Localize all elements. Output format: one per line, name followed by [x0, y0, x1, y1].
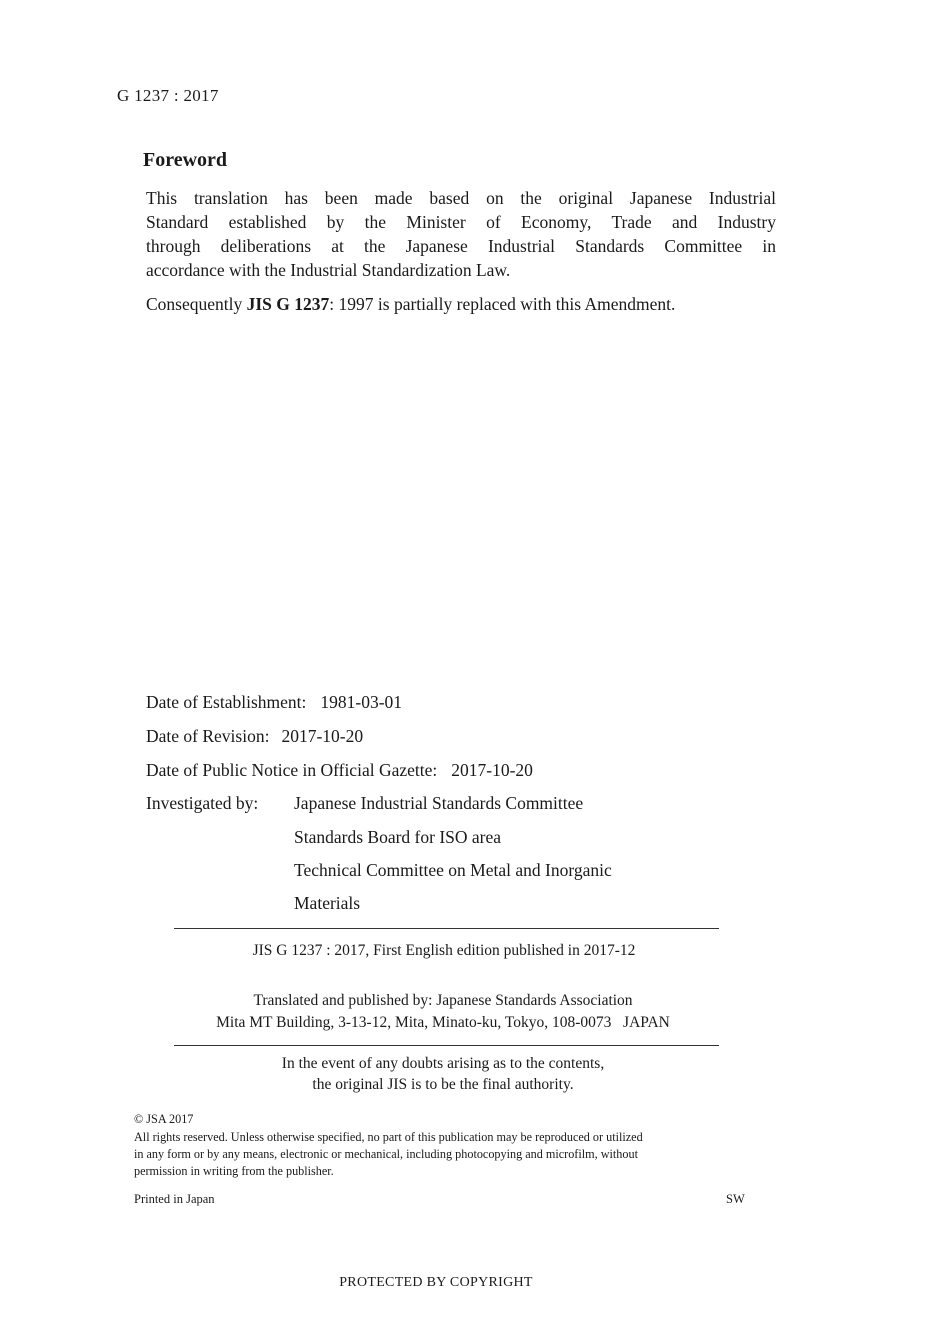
revision-date — [146, 726, 363, 747]
revision-value: 2017-10-20 — [281, 726, 364, 746]
gazette-date — [146, 760, 533, 781]
gazette-value: 2017-10-20 — [451, 760, 533, 780]
foreword-line: accordance with the Industrial Standardization Law. — [146, 260, 511, 280]
publisher-address: Mita MT Building, 3-13-12, Mita, Minato-ku, Tokyo, 108-0073 JAPAN — [216, 1014, 670, 1031]
investigating-body: Technical Committee on Metal and Inorganic — [294, 860, 612, 880]
amendment-paragraph — [146, 292, 776, 316]
rights-line: in any form or by any means, electronic or mechanical, including photocopying and microfilm, without — [134, 1147, 638, 1161]
copyright-owner: © JSA 2017 — [134, 1112, 194, 1126]
establishment-label: Date of Establishment: — [146, 692, 307, 712]
edition-info: JIS G 1237 : 2017, First English edition published in 2017-12 — [252, 942, 636, 959]
print-code: SW — [726, 1192, 745, 1206]
foreword-line: Standard established by the Minister of Economy, Trade and Industry — [146, 212, 776, 232]
investigating-body: Standards Board for ISO area — [294, 827, 502, 847]
rights-line: All rights reserved. Unless otherwise specified, no part of this publication may be reproduced or utilized — [134, 1130, 643, 1144]
authority-note: In the event of any doubts arising as to the contents, — [281, 1055, 605, 1072]
establishment-date — [146, 692, 402, 713]
gazette-label: Date of Public Notice in Official Gazette: — [146, 760, 438, 780]
authority-note: the original JIS is to be the final authority. — [312, 1076, 574, 1093]
foreword-paragraph — [146, 186, 776, 282]
copyright-notice: PROTECTED BY COPYRIGHT — [339, 1275, 533, 1290]
divider — [174, 1045, 719, 1046]
investigating-body: Materials — [294, 893, 361, 913]
divider — [174, 928, 719, 929]
investigated-label: Investigated by: — [146, 793, 259, 813]
foreword-line: This translation has been made based on the original Japanese Industrial — [146, 188, 776, 208]
foreword-line: through deliberations at the Japanese Industrial Standards Committee in — [146, 236, 776, 256]
publisher-info: Translated and published by: Japanese Standards Association — [253, 992, 633, 1009]
revision-label: Date of Revision: — [146, 726, 270, 746]
foreword-heading: Foreword — [143, 149, 228, 171]
document-code: G 1237 : 2017 — [117, 86, 219, 105]
standard-reference: JIS G 1237 — [246, 294, 330, 314]
amendment-text: Consequently — [146, 294, 247, 314]
rights-line: permission in writing from the publisher. — [134, 1164, 334, 1178]
investigating-body: Japanese Industrial Standards Committee — [294, 793, 584, 813]
amendment-text: : 1997 is partially replaced with this Amendment. — [329, 294, 676, 314]
establishment-value: 1981-03-01 — [320, 692, 403, 712]
printed-in: Printed in Japan — [134, 1192, 215, 1206]
rights-statement — [134, 1129, 749, 1180]
